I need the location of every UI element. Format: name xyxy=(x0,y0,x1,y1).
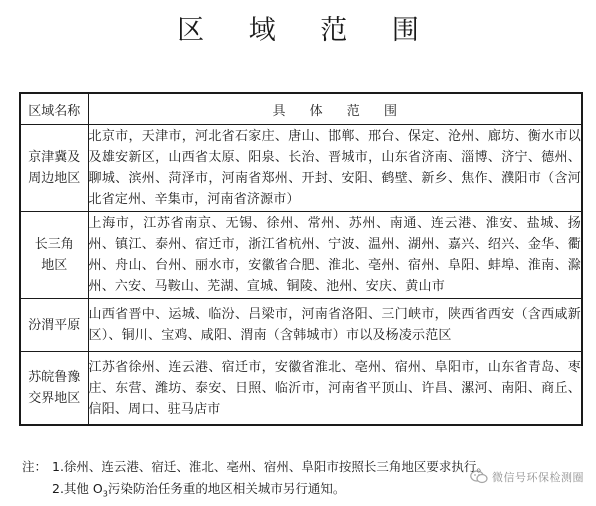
region-name-line: 苏皖鲁豫 xyxy=(28,370,81,385)
region-name-line: 地区 xyxy=(41,258,68,273)
page-title: 区 域 范 围 xyxy=(177,15,437,46)
region-name-cell xyxy=(20,125,88,212)
region-scope-cell: 北京市，天津市，河北省石家庄、唐山、邯郸、邢台、保定、沧州、廊坊、衡水市以及雄安新区，山西省太原、阳泉、长治、晋城市，山东省济南、淄博、济宁、德州、聊城、滨州、菏泽市，河南省郑州、开封、安阳、鹤壁、新乡、焦作、濮阳市（含河北省定州、辛集市，河南省济源市） xyxy=(88,125,582,212)
header-scope: 具 体 范 围 xyxy=(88,93,582,125)
region-name-line: 周边地区 xyxy=(28,171,81,186)
region-scope-cell: 上海市，江苏省南京、无锡、徐州、常州、苏州、南通、连云港、淮安、盐城、扬州、镇江、泰州、宿迁市，浙江省杭州、宁波、温州、湖州、嘉兴、绍兴、金华、衢州、舟山、台州、丽水市，安徽省合肥、淮北、亳州、宿州、阜阳、蚌埠、淮南、滁州、六安、马鞍山、芜湖、宣城、铜陵、池州、安庆、黄山市 xyxy=(88,212,582,299)
region-scope-cell: 江苏省徐州、连云港、宿迁市，安徽省淮北、亳州、宿州、阜阳市，山东省青岛、枣庄、东营、潍坊、泰安、日照、临沂市，河南省平顶山、许昌、漯河、南阳、商丘、信阳、周口、驻马店市 xyxy=(88,352,582,426)
table-row xyxy=(20,125,582,212)
watermark xyxy=(470,469,584,485)
table-row xyxy=(20,212,582,299)
region-name-line: 交界地区 xyxy=(28,391,81,406)
note-text: 1.徐州、连云港、宿迁、淮北、亳州、宿州、阜阳市按照长三角地区要求执行。 xyxy=(52,459,489,474)
table-row xyxy=(20,299,582,352)
region-name-line: 长三角 xyxy=(34,237,74,252)
note-text-before: 2.其他 O xyxy=(52,481,103,496)
region-name-cell xyxy=(20,212,88,299)
note-text-after: 污染防治任务重的地区相关城市另行通知。 xyxy=(107,481,346,496)
region-name-cell xyxy=(20,299,88,352)
region-scope-cell: 山西省晋中、运城、临汾、吕梁市，河南省洛阳、三门峡市，陕西省西安（含西咸新区）、铜川、宝鸡、咸阳、渭南（含韩城市）市以及杨凌示范区 xyxy=(88,299,582,352)
regions-table xyxy=(19,92,583,426)
watermark-text: 微信号环保检测圈 xyxy=(492,471,584,484)
table-header-row xyxy=(20,93,582,125)
region-name-line: 汾渭平原 xyxy=(28,317,81,333)
note-prefix: 注： xyxy=(22,459,48,474)
header-region-name: 区域名称 xyxy=(20,93,88,125)
wechat-icon xyxy=(470,470,488,484)
region-name-line: 京津冀及 xyxy=(28,150,81,165)
note-subscript: 3 xyxy=(102,489,108,499)
table-row xyxy=(20,352,582,426)
region-name-cell xyxy=(20,352,88,426)
